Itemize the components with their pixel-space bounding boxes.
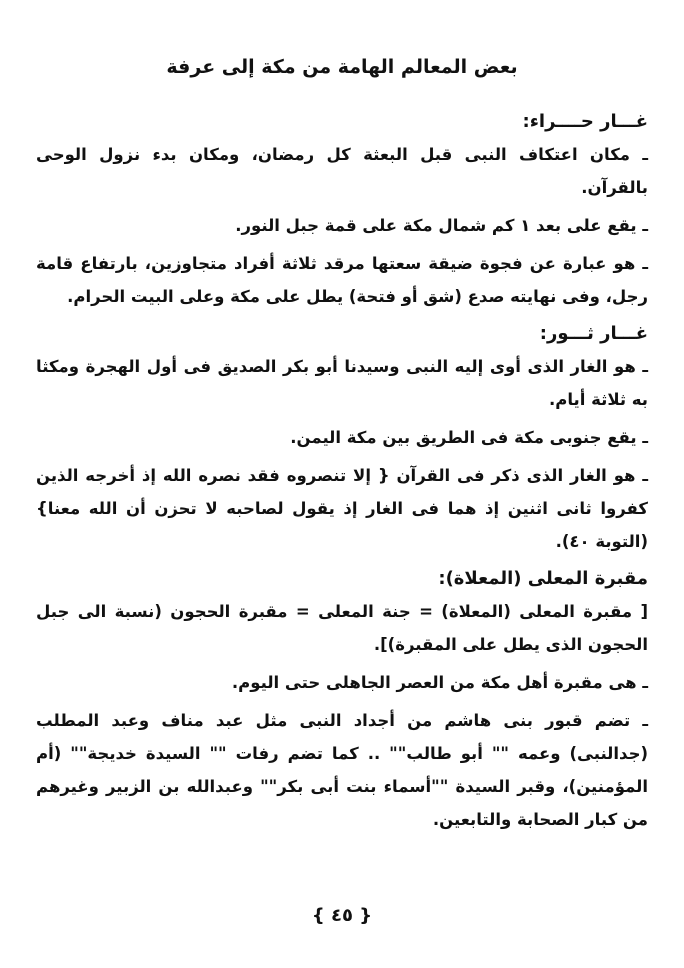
page-number: { ٤٥ } <box>311 905 373 926</box>
paragraph: ـ هو الغار الذى ذكر فى القرآن { إلا تنصروه فقد نصره الله إذ أخرجه الذين كفروا ثانى اثنين إذ هما فى الغار إذ يقول لصاحبه لا تحزن أن الله معنا} (التوبة ٤٠). <box>36 466 648 551</box>
paragraph: ـ تضم قبور بنى هاشم من أجداد النبى مثل عبد مناف وعبد المطلب (جدالنبى) وعمه "" أبو طالب"" .. كما تضم رفات "" السيدة خديجة"" (أم المؤمنين)، وقبر السيدة ""أسماء بنت أبى بكر"" وعبدالله بن الزبير وغيرهم من كبار الصحابة والتابعين. <box>36 711 648 829</box>
page-content <box>36 52 648 841</box>
paragraph: ـ مكان اعتكاف النبى قبل البعثة كل رمضان، ومكان بدء نزول الوحى بالقرآن. <box>36 145 648 197</box>
page-title: بعض المعالم الهامة من مكة إلى عرفة <box>166 56 518 78</box>
paragraph: ـ هو الغار الذى أوى إليه النبى وسيدنا أبو بكر الصديق فى أول الهجرة ومكثا به ثلاثة أيام. <box>36 357 648 409</box>
section-thawr-cave <box>36 318 648 558</box>
section-maala-cemetery <box>36 563 648 836</box>
paragraph: ـ هى مقبرة أهل مكة من العصر الجاهلى حتى اليوم. <box>231 673 648 692</box>
paragraph: ـ هو عبارة عن فجوة ضيقة سعتها مرقد ثلاثة أفراد متجاوزين، بارتفاع قامة رجل، وفى نهايته صدع (شق أو فتحة) يطل على مكة وعلى البيت الحرام. <box>36 254 648 306</box>
section-heading: غـــار ثـــور: <box>539 323 648 344</box>
section-heading: غـــار حــــراء: <box>522 111 648 132</box>
paragraph: ـ يقع على بعد ١ كم شمال مكة على قمة جبل النور. <box>235 216 648 235</box>
section-heading: مقبرة المعلى (المعلاة): <box>438 568 648 589</box>
paragraph: [ مقبرة المعلى (المعلاة) = جنة المعلى = مقبرة الحجون (نسبة الى جبل الحجون الذى يطل على المقبرة)]. <box>36 602 648 654</box>
section-hira-cave <box>36 106 648 313</box>
paragraph: ـ يقع جنوبى مكة فى الطريق بين مكة اليمن. <box>290 428 648 447</box>
